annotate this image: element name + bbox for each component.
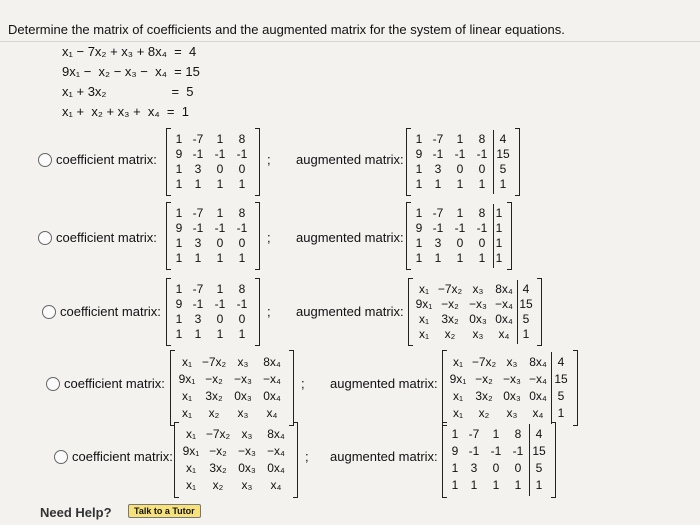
option-1-augmented-matrix-separator: [493, 130, 494, 194]
option-4-coefficient-matrix: [175, 353, 287, 421]
option-3-augmented-matrix-separator: [517, 280, 518, 344]
option-5-coefficient-matrix-cell: −x₂: [209, 443, 227, 458]
option-1-coefficient-matrix-cell: 1: [175, 161, 183, 176]
option-5-coefficient-matrix-cell: 0x₃: [238, 460, 256, 475]
option-4-coefficient-matrix-cell: x₂: [208, 405, 220, 420]
option-5-coefficient-matrix-cell: 0x₄: [267, 460, 285, 475]
option-4-coefficient-matrix-cell: 8x₄: [263, 354, 281, 369]
option-1-coefficient-matrix-cell: 3: [194, 161, 202, 176]
option-3-augmented-label: augmented matrix:: [296, 304, 404, 319]
option-5-radio[interactable]: [54, 450, 68, 464]
option-2-augmented-matrix-cell: 9: [415, 220, 423, 235]
option-4-coefficient-matrix-cell: x₃: [237, 405, 249, 420]
option-3-coefficient-matrix-cell: 1: [216, 326, 224, 341]
option-2-coefficient-matrix-cell: 1: [216, 250, 224, 265]
option-5-augmented-matrix-cell: 3: [470, 460, 478, 475]
option-4-augmented-label: augmented matrix:: [330, 376, 438, 391]
option-4-augmented-matrix-cell: 1: [557, 405, 565, 420]
option-1-augmented-matrix-cell: -1: [432, 146, 444, 161]
option-4-augmented-matrix-cell: 3x₂: [475, 388, 493, 403]
option-2-coefficient-label: coefficient matrix:: [56, 230, 157, 245]
option-1-coefficient-matrix: [171, 131, 253, 191]
option-2-augmented-matrix-cell: 1: [478, 250, 486, 265]
option-1-augmented-matrix-cell: -1: [476, 146, 488, 161]
option-4-augmented-matrix-cell: x₁: [452, 388, 464, 403]
option-3-augmented-matrix-cell: 0x₄: [495, 311, 513, 326]
option-1-augmented-matrix-cell: 1: [478, 176, 486, 191]
option-3-augmented-matrix-cell: 3x₂: [441, 311, 459, 326]
option-4-augmented-matrix-cell: x₃: [506, 405, 518, 420]
option-5-coefficient-matrix-cell: 9x₁: [182, 443, 200, 458]
option-1-augmented-matrix-right-bracket: [515, 128, 520, 196]
option-3-semicolon: ;: [267, 304, 271, 319]
equation-1: x₁ − 7x₂ + x₃ + 8x₄ = 4: [62, 44, 197, 59]
option-5-coefficient-matrix-cell: x₁: [185, 477, 197, 492]
option-3-coefficient-matrix: [171, 281, 253, 341]
option-3-radio[interactable]: [42, 305, 56, 319]
option-1-coefficient-matrix-cell: 1: [216, 131, 224, 146]
option-4-augmented-matrix-cell: −x₂: [475, 371, 493, 386]
option-1-augmented-matrix-cell: 9: [415, 146, 423, 161]
option-2-semicolon: ;: [267, 230, 271, 245]
option-4-coefficient-matrix-cell: 0x₃: [234, 388, 252, 403]
option-5-augmented-matrix-cell: 9: [451, 443, 459, 458]
option-3-augmented-matrix-cell: x₃: [472, 326, 484, 341]
option-2-augmented-matrix-cell: -1: [476, 220, 488, 235]
option-5-augmented-matrix-cell: 0: [514, 460, 522, 475]
option-5-augmented-matrix-cell: 5: [535, 460, 543, 475]
option-1-semicolon: ;: [267, 152, 271, 167]
option-2-augmented-matrix-cell: -7: [432, 205, 444, 220]
option-4-coefficient-matrix-cell: x₄: [266, 405, 278, 420]
option-2-augmented-matrix-cell: 1: [456, 205, 464, 220]
option-2-coefficient-matrix-cell: -7: [192, 205, 204, 220]
option-3-coefficient-matrix-cell: -7: [192, 281, 204, 296]
option-1-coefficient-matrix-cell: 0: [216, 161, 224, 176]
option-4-semicolon: ;: [301, 376, 305, 391]
option-5-augmented-label: augmented matrix:: [330, 449, 438, 464]
option-5-augmented-matrix-cell: -1: [468, 443, 480, 458]
option-2-augmented-matrix-cell: 1: [495, 235, 503, 250]
option-1-augmented-matrix-cell: 0: [478, 161, 486, 176]
equation-3: x₁ + 3x₂ = 5: [62, 84, 194, 99]
option-3-augmented-matrix-cell: −x₂: [441, 296, 459, 311]
option-2-augmented-matrix-cell: 0: [456, 235, 464, 250]
option-3-coefficient-matrix-cell: 9: [175, 296, 183, 311]
option-3-augmented-matrix-cell: 8x₄: [495, 281, 513, 296]
option-2-coefficient-matrix-cell: 1: [194, 250, 202, 265]
option-1-augmented-matrix-cell: 1: [415, 176, 423, 191]
option-5-augmented-matrix: [447, 425, 549, 493]
option-3-augmented-matrix-cell: x₄: [498, 326, 510, 341]
option-4-augmented-matrix-cell: x₁: [452, 354, 464, 369]
option-2-augmented-matrix-cell: 1: [495, 250, 503, 265]
option-3-augmented-matrix-cell: −x₃: [469, 296, 487, 311]
option-4-augmented-matrix-right-bracket: [573, 350, 578, 426]
option-1-coefficient-matrix-cell: -1: [192, 146, 204, 161]
option-3-coefficient-matrix-cell: 1: [194, 326, 202, 341]
option-3-augmented-matrix-cell: 4: [522, 281, 530, 296]
need-help-label: Need Help?: [40, 505, 112, 520]
option-2-coefficient-matrix-cell: 8: [238, 205, 246, 220]
option-1-coefficient-matrix-cell: 1: [175, 131, 183, 146]
option-1-augmented-matrix-cell: 1: [415, 161, 423, 176]
option-2-coefficient-matrix-cell: 1: [175, 205, 183, 220]
option-5-augmented-matrix-cell: 1: [451, 426, 459, 441]
option-5-augmented-matrix-cell: 1: [514, 477, 522, 492]
option-5-coefficient-matrix-cell: x₁: [185, 460, 197, 475]
option-4-coefficient-matrix-cell: x₁: [181, 388, 193, 403]
option-2-coefficient-matrix-cell: -1: [236, 220, 248, 235]
option-5-coefficient-matrix-cell: −x₄: [267, 443, 285, 458]
option-3-coefficient-matrix-cell: -1: [192, 296, 204, 311]
talk-to-tutor-button[interactable]: Talk to a Tutor: [128, 504, 201, 518]
option-2-augmented-matrix-separator: [493, 204, 494, 268]
option-2-coefficient-matrix-cell: 1: [216, 205, 224, 220]
option-4-coefficient-matrix-cell: −x₄: [263, 371, 281, 386]
option-1-augmented-matrix-cell: 8: [478, 131, 486, 146]
option-4-augmented-matrix-cell: 4: [557, 354, 565, 369]
option-3-augmented-matrix-cell: 5: [522, 311, 530, 326]
option-4-coefficient-matrix-cell: 3x₂: [205, 388, 223, 403]
option-5-coefficient-matrix-cell: x₃: [241, 426, 253, 441]
option-5-coefficient-matrix-cell: −7x₂: [205, 426, 231, 441]
option-2-augmented-matrix-cell: 1: [495, 220, 503, 235]
option-4-augmented-matrix-cell: x₁: [452, 405, 464, 420]
option-5-augmented-matrix-cell: 15: [532, 443, 546, 458]
option-5-augmented-matrix-cell: 1: [535, 477, 543, 492]
option-4-augmented-matrix: [447, 353, 571, 421]
option-4-augmented-matrix-cell: x₄: [532, 405, 544, 420]
option-5-augmented-matrix-cell: -1: [512, 443, 524, 458]
option-5-augmented-matrix-cell: 8: [514, 426, 522, 441]
divider: [0, 41, 700, 42]
option-4-augmented-matrix-cell: 5: [557, 388, 565, 403]
option-3-augmented-matrix-cell: x₂: [444, 326, 456, 341]
option-4-coefficient-matrix-cell: x₁: [181, 354, 193, 369]
option-1-radio[interactable]: [38, 153, 52, 167]
option-1-augmented-matrix-cell: 15: [496, 146, 510, 161]
option-3-augmented-matrix-cell: 0x₃: [469, 311, 487, 326]
option-5-augmented-matrix-cell: 0: [492, 460, 500, 475]
option-5-augmented-matrix-cell: 1: [451, 477, 459, 492]
option-2-augmented-matrix-cell: 0: [478, 235, 486, 250]
option-3-coefficient-matrix-right-bracket: [255, 278, 260, 346]
option-2-augmented-matrix-cell: 1: [456, 250, 464, 265]
option-2-augmented-matrix-cell: -1: [454, 220, 466, 235]
option-5-augmented-matrix-right-bracket: [551, 422, 556, 498]
option-3-coefficient-matrix-cell: 0: [216, 311, 224, 326]
option-1-augmented-matrix-cell: 5: [499, 161, 507, 176]
option-4-augmented-matrix-cell: x₂: [478, 405, 490, 420]
option-1-augmented-matrix-cell: 1: [415, 131, 423, 146]
option-1-augmented-matrix-cell: 1: [456, 131, 464, 146]
option-1-coefficient-matrix-cell: 1: [216, 176, 224, 191]
option-4-coefficient-matrix-cell: −7x₂: [201, 354, 227, 369]
option-1-coefficient-matrix-cell: -7: [192, 131, 204, 146]
option-4-augmented-matrix-cell: 0x₄: [529, 388, 547, 403]
option-3-coefficient-label: coefficient matrix:: [60, 304, 161, 319]
option-1-augmented-matrix-cell: 4: [499, 131, 507, 146]
option-2-augmented-matrix-cell: 1: [434, 250, 442, 265]
option-1-coefficient-matrix-cell: 0: [238, 161, 246, 176]
option-5-augmented-matrix-separator: [529, 424, 530, 496]
option-1-augmented-matrix-cell: -1: [454, 146, 466, 161]
option-3-augmented-matrix-right-bracket: [537, 278, 542, 346]
option-5-semicolon: ;: [305, 449, 309, 464]
option-4-augmented-matrix-cell: −x₄: [529, 371, 547, 386]
option-2-coefficient-matrix: [171, 205, 253, 265]
option-3-augmented-matrix-cell: 15: [519, 296, 533, 311]
option-5-coefficient-matrix-cell: 8x₄: [267, 426, 285, 441]
option-4-augmented-matrix-cell: 15: [554, 371, 568, 386]
option-2-augmented-matrix-cell: 1: [415, 250, 423, 265]
option-3-coefficient-matrix-cell: 8: [238, 281, 246, 296]
option-4-augmented-matrix-cell: −7x₂: [471, 354, 497, 369]
option-2-augmented-matrix-cell: 1: [415, 205, 423, 220]
option-4-coefficient-matrix-cell: −x₂: [205, 371, 223, 386]
option-5-augmented-matrix-cell: -1: [490, 443, 502, 458]
option-3-augmented-matrix-cell: x₁: [418, 281, 430, 296]
option-5-coefficient-matrix-cell: −x₃: [238, 443, 256, 458]
option-4-augmented-matrix-cell: 9x₁: [449, 371, 467, 386]
option-3-coefficient-matrix-cell: 1: [216, 281, 224, 296]
option-3-augmented-matrix-cell: 1: [522, 326, 530, 341]
option-5-coefficient-matrix-cell: 3x₂: [209, 460, 227, 475]
option-1-coefficient-matrix-cell: -1: [214, 146, 226, 161]
option-5-augmented-matrix-cell: 1: [470, 477, 478, 492]
option-4-augmented-matrix-cell: −x₃: [503, 371, 521, 386]
equation-4: x₁ + x₂ + x₃ + x₄ = 1: [62, 104, 189, 119]
option-3-coefficient-matrix-cell: 1: [238, 326, 246, 341]
option-2-augmented-matrix-cell: 1: [495, 205, 503, 220]
question-text: Determine the matrix of coefficients and the augmented matrix for the system of linear equations.: [8, 22, 565, 37]
option-2-augmented-matrix-cell: 1: [415, 235, 423, 250]
option-4-coefficient-matrix-cell: 0x₄: [263, 388, 281, 403]
option-1-coefficient-matrix-cell: 1: [194, 176, 202, 191]
option-1-coefficient-matrix-cell: 1: [238, 176, 246, 191]
option-4-radio[interactable]: [46, 377, 60, 391]
option-4-coefficient-matrix-cell: −x₃: [234, 371, 252, 386]
option-2-augmented-matrix-right-bracket: [507, 202, 512, 270]
option-3-coefficient-matrix-cell: -1: [236, 296, 248, 311]
option-2-augmented-label: augmented matrix:: [296, 230, 404, 245]
option-5-coefficient-matrix-cell: x₄: [270, 477, 282, 492]
option-1-augmented-label: augmented matrix:: [296, 152, 404, 167]
option-3-coefficient-matrix-cell: -1: [214, 296, 226, 311]
option-2-coefficient-matrix-cell: 1: [175, 235, 183, 250]
option-5-augmented-matrix-cell: 1: [451, 460, 459, 475]
option-5-coefficient-matrix-cell: x₁: [185, 426, 197, 441]
option-1-coefficient-matrix-cell: 9: [175, 146, 183, 161]
option-1-augmented-matrix-cell: 1: [434, 176, 442, 191]
option-4-coefficient-matrix-cell: x₃: [237, 354, 249, 369]
option-3-augmented-matrix-cell: x₁: [418, 311, 430, 326]
option-2-augmented-matrix-cell: -1: [432, 220, 444, 235]
option-3-coefficient-matrix-cell: 1: [175, 326, 183, 341]
option-1-coefficient-matrix-cell: -1: [236, 146, 248, 161]
option-5-augmented-matrix-cell: 1: [492, 426, 500, 441]
option-2-coefficient-matrix-cell: 1: [238, 250, 246, 265]
option-4-coefficient-label: coefficient matrix:: [64, 376, 165, 391]
option-5-coefficient-matrix-right-bracket: [293, 422, 298, 498]
option-1-coefficient-label: coefficient matrix:: [56, 152, 157, 167]
option-2-coefficient-matrix-right-bracket: [255, 202, 260, 270]
option-1-coefficient-matrix-cell: 8: [238, 131, 246, 146]
option-4-augmented-matrix-cell: 8x₄: [529, 354, 547, 369]
option-5-coefficient-matrix-cell: x₂: [212, 477, 224, 492]
option-3-coefficient-matrix-cell: 1: [175, 311, 183, 326]
option-3-augmented-matrix-cell: −x₄: [495, 296, 513, 311]
option-1-augmented-matrix-cell: 1: [456, 176, 464, 191]
option-2-coefficient-matrix-cell: 0: [216, 235, 224, 250]
option-3-coefficient-matrix-cell: 1: [175, 281, 183, 296]
option-4-coefficient-matrix-cell: 9x₁: [178, 371, 196, 386]
option-2-radio[interactable]: [38, 231, 52, 245]
option-2-coefficient-matrix-cell: -1: [192, 220, 204, 235]
option-3-augmented-matrix-cell: −7x₂: [437, 281, 463, 296]
option-5-coefficient-matrix: [179, 425, 291, 493]
option-4-coefficient-matrix-right-bracket: [289, 350, 294, 426]
option-2-augmented-matrix-cell: 8: [478, 205, 486, 220]
option-2-coefficient-matrix-cell: 0: [238, 235, 246, 250]
option-2-coefficient-matrix-cell: 9: [175, 220, 183, 235]
option-3-coefficient-matrix-cell: 3: [194, 311, 202, 326]
option-1-coefficient-matrix-cell: 1: [175, 176, 183, 191]
option-2-coefficient-matrix-cell: -1: [214, 220, 226, 235]
option-1-coefficient-matrix-right-bracket: [255, 128, 260, 196]
option-5-coefficient-label: coefficient matrix:: [72, 449, 173, 464]
option-1-augmented-matrix-cell: -7: [432, 131, 444, 146]
option-3-augmented-matrix-cell: 9x₁: [415, 296, 433, 311]
option-1-augmented-matrix-cell: 0: [456, 161, 464, 176]
option-5-augmented-matrix-cell: 4: [535, 426, 543, 441]
option-2-coefficient-matrix-cell: 3: [194, 235, 202, 250]
option-4-augmented-matrix-cell: 0x₃: [503, 388, 521, 403]
equation-2: 9x₁ − x₂ − x₃ − x₄ = 15: [62, 64, 200, 79]
option-3-coefficient-matrix-cell: 0: [238, 311, 246, 326]
option-1-augmented-matrix-cell: 1: [499, 176, 507, 191]
option-2-augmented-matrix-cell: 3: [434, 235, 442, 250]
option-4-augmented-matrix-cell: x₃: [506, 354, 518, 369]
option-5-coefficient-matrix-cell: x₃: [241, 477, 253, 492]
option-5-augmented-matrix-cell: 1: [492, 477, 500, 492]
option-1-augmented-matrix: [411, 131, 513, 191]
option-1-augmented-matrix-cell: 3: [434, 161, 442, 176]
option-2-coefficient-matrix-cell: 1: [175, 250, 183, 265]
option-2-augmented-matrix: [411, 205, 505, 265]
option-3-augmented-matrix-cell: x₁: [418, 326, 430, 341]
option-3-augmented-matrix-cell: x₃: [472, 281, 484, 296]
option-4-augmented-matrix-separator: [551, 352, 552, 424]
option-5-augmented-matrix-cell: -7: [468, 426, 480, 441]
option-4-coefficient-matrix-cell: x₁: [181, 405, 193, 420]
